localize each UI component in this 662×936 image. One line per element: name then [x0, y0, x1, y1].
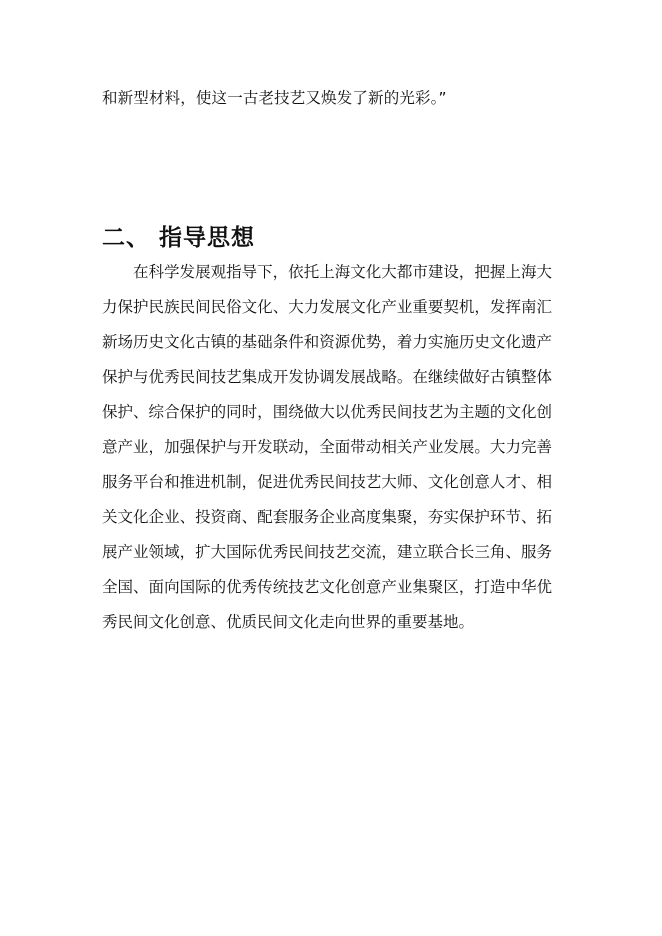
- body-text-line: 新场历史文化古镇的基础条件和资源优势，着力实施历史文化遗产: [102, 333, 552, 351]
- body-text-line: 在科学发展观指导下，依托上海文化大都市建设，把握上海大: [133, 263, 552, 281]
- body-text-line: 力保护民族民间民俗文化、大力发展文化产业重要契机，发挥南汇: [102, 298, 552, 316]
- body-text-line: 保护、综合保护的同时，围绕做大以优秀民间技艺为主题的文化创: [102, 403, 552, 421]
- body-text-line: 意产业，加强保护与开发联动，全面带动相关产业发展。大力完善: [102, 438, 552, 456]
- body-text-line: 关文化企业、投资商、配套服务企业高度集聚，夯实保护环节、拓: [102, 508, 552, 526]
- carryover-text-line: 和新型材料，使这一古老技艺又焕发了新的光彩。”: [102, 89, 447, 107]
- body-text-line: 秀民间文化创意、优质民间文化走向世界的重要基地。: [102, 613, 475, 631]
- body-text-line: 保护与优秀民间技艺集成开发协调发展战略。在继续做好古镇整体: [102, 368, 552, 386]
- section-heading: 二、 指导思想: [102, 224, 256, 251]
- body-text-line: 全国、面向国际的优秀传统技艺文化创意产业集聚区，打造中华优: [102, 578, 552, 596]
- body-text-line: 展产业领域，扩大国际优秀民间技艺交流，建立联合长三角、服务: [102, 543, 552, 561]
- body-text-line: 服务平台和推进机制，促进优秀民间技艺大师、文化创意人才、相: [102, 473, 552, 491]
